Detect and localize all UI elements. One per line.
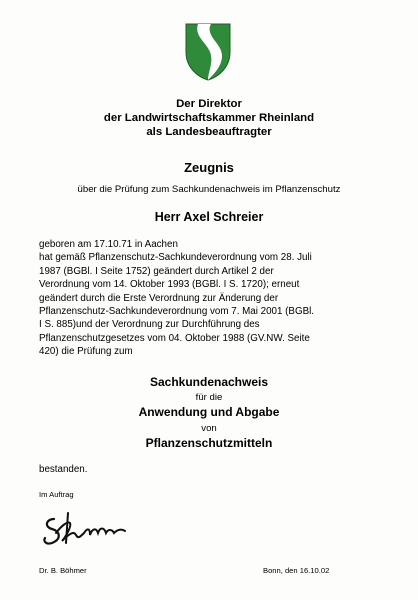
body-line: Pflanzenschutz-Sachkundeverordnung vom 7. Mai 2001 (BGBl. [39,306,315,318]
place-and-date: Bonn, den 16.10.02 [263,566,330,575]
header-line-role: als Landesbeauftragter [146,126,272,138]
document-title: Zeugnis [184,160,234,175]
body-line: I S. 885)und der Verordnung zur Durchführung des [39,319,260,331]
header-line-director: Der Direktor [176,98,242,110]
certificate-subject: Pflanzenschutzmitteln [145,436,273,450]
certificate-body [39,238,379,359]
body-line: geboren am 17.10.71 in Aachen [39,239,178,250]
passed-text: bestanden. [39,464,88,475]
header-line-chamber: der Landwirtschaftskammer Rheinland [103,112,315,124]
body-line: 420) die Prüfung zum [39,346,133,358]
certificate-scope: Anwendung und Abgabe [138,405,280,419]
coat-of-arms-icon [184,22,232,82]
body-line: Verordnung vom 14. Oktober 1993 (BGBl. I S. 1720); erneut [39,279,300,291]
body-line: hat gemäß Pflanzenschutz-Sachkundeverordnung vom 28. Juli [39,252,312,264]
body-line: 1987 (BGBl. I Seite 1752) geändert durch Artikel 2 der [39,265,274,277]
body-line: geändert durch die Erste Verordnung zur Änderung der [39,292,279,304]
body-line: Pflanzenschutzgesetzes vom 04. Oktober 1988 (GV.NW. Seite [39,332,310,344]
signer-name: Dr. B. Böhmer [39,566,87,575]
document-subtitle: über die Prüfung zum Sachkundenachweis im Pflanzenschutz [77,184,341,195]
certificate-connector: für die [195,392,223,403]
on-behalf-text: Im Auftrag [39,490,74,499]
handwritten-signature [40,503,128,555]
certificate-connector-2: von [201,423,217,434]
certificate-name: Sachkundenachweis [149,375,269,389]
recipient-name: Herr Axel Schreier [154,210,264,224]
